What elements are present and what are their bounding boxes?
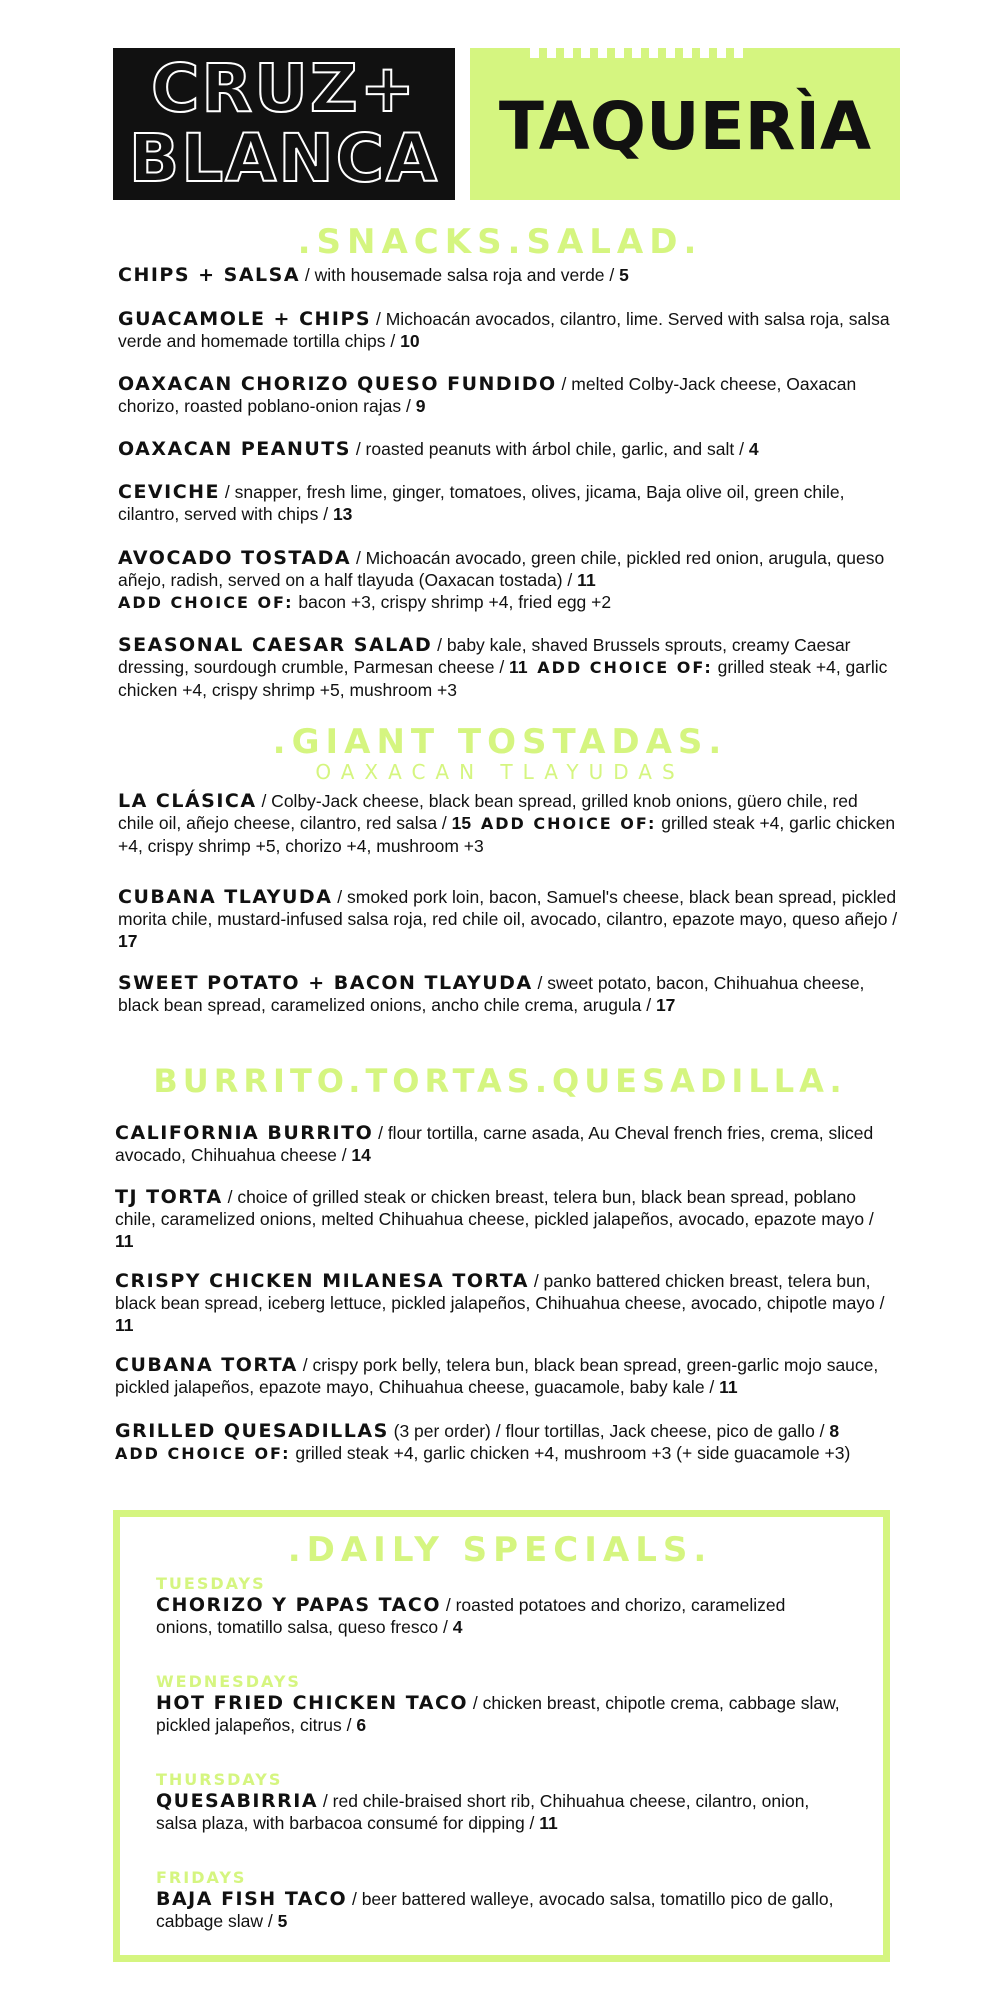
item-name: OAXACAN CHORIZO QUESO FUNDIDO — [118, 373, 557, 395]
item-price: 11 — [115, 1315, 134, 1335]
add-choice-text: grilled steak +4, garlic chicken +4, crispy shrimp +5, chorizo +4, mushroom +3 — [118, 813, 896, 856]
item-price: 9 — [415, 396, 426, 416]
special-day: FRIDAYS — [156, 1868, 247, 1887]
item-name: CHORIZO Y PAPAS TACO — [156, 1594, 441, 1616]
item-name: BAJA FISH TACO — [156, 1888, 348, 1910]
item-name: HOT FRIED CHICKEN TACO — [156, 1692, 469, 1714]
item-desc: / Michoacán avocados, cilantro, lime. Served with salsa roja, salsa verde and homemade tortilla chips / — [118, 309, 890, 351]
special-day: WEDNESDAYS — [156, 1672, 301, 1691]
item-desc: / panko battered chicken breast, telera bun, black bean spread, iceberg lettuce, pickled jalapeños, Chihuahua cheese, avocado, chipotle mayo / — [115, 1271, 885, 1313]
add-choice-label: ADD CHOICE OF: — [118, 593, 294, 612]
item-name: LA CLÁSICA — [118, 790, 257, 812]
section-subtitle-tlayudas: OAXACAN TLAYUDAS — [315, 760, 685, 784]
item-desc: / red chile-braised short rib, Chihuahua cheese, cilantro, onion, salsa plaza, with barbacoa consumé for dipping / — [156, 1791, 810, 1833]
item-desc: / choice of grilled steak or chicken breast, telera bun, black bean spread, poblano chile, caramelized onions, melted Chihuahua cheese, pickled jalapeños, avocado, epazote mayo / — [115, 1187, 874, 1229]
item-desc: / sweet potato, bacon, Chihuahua cheese, black bean spread, caramelized onions, ancho chile crema, arugula / — [118, 973, 865, 1015]
menu-item — [115, 1122, 895, 1166]
item-desc: / chicken breast, chipotle crema, cabbage slaw, pickled jalapeños, citrus / — [156, 1693, 840, 1735]
menu-item — [118, 438, 898, 460]
menu-item — [156, 1888, 846, 1932]
item-name: OAXACAN PEANUTS — [118, 438, 351, 460]
item-desc: / baby kale, shaved Brussels sprouts, creamy Caesar dressing, sourdough crumble, Parmesan cheese / — [118, 635, 851, 677]
item-desc: / Colby-Jack cheese, black bean spread, grilled knob onions, güero chile, red chile oil, añejo cheese, cilantro, red salsa / — [118, 791, 858, 833]
menu-item — [118, 547, 898, 614]
item-price: 17 — [118, 931, 138, 951]
item-desc: / beer battered walleye, avocado salsa, tomatillo pico de gallo, cabbage slaw / — [156, 1889, 834, 1931]
item-price: 13 — [332, 504, 353, 524]
add-choice-text: grilled steak +4, garlic chicken +4, mushroom +3 (+ side guacamole +3) — [290, 1443, 851, 1463]
add-choice-label: ADD CHOICE OF: — [480, 814, 657, 833]
banner-ticks — [530, 48, 743, 58]
item-price: 11 — [509, 657, 528, 677]
add-choice-text: grilled steak +4, garlic chicken +4, crispy shrimp +5, mushroom +3 — [118, 657, 888, 700]
item-price: 11 — [577, 570, 596, 590]
item-name: TJ TORTA — [115, 1186, 223, 1208]
item-price: 5 — [619, 265, 629, 285]
item-desc: / smoked pork loin, bacon, Samuel's cheese, black bean spread, pickled morita chile, mustard-infused salsa roja, red chile oil, avocado, cilantro, epazote mayo, queso añejo / — [118, 887, 898, 929]
item-name: CALIFORNIA BURRITO — [115, 1122, 374, 1144]
add-choice-text: bacon +3, crispy shrimp +4, fried egg +2 — [293, 592, 612, 612]
item-desc: / crispy pork belly, telera bun, black bean spread, green-garlic mojo sauce, pickled jalapeños, epazote mayo, Chihuahua cheese, guacamole, baby kale / — [115, 1355, 879, 1397]
item-price: 8 — [829, 1421, 840, 1441]
section-title-specials: .DAILY SPECIALS. — [287, 1530, 713, 1570]
item-desc: / Michoacán avocado, green chile, pickled red onion, arugula, queso añejo, radish, served on a half tlayuda (Oaxacan tostada) / — [118, 548, 885, 590]
menu-item — [115, 1270, 895, 1336]
item-desc: / flour tortilla, carne asada, Au Cheval french fries, crema, sliced avocado, Chihuahua cheese / — [115, 1123, 874, 1165]
item-desc: / snapper, fresh lime, ginger, tomatoes, olives, jicama, Baja olive oil, green chile, cilantro, served with chips / — [118, 482, 845, 524]
menu-item — [118, 790, 898, 857]
menu-item — [118, 972, 898, 1016]
section-title-burrito: BURRITO.TORTAS.QUESADILLA. — [153, 1062, 847, 1100]
item-desc: / melted Colby-Jack cheese, Oaxacan chorizo, roasted poblano-onion rajas / — [118, 374, 857, 416]
item-price: 14 — [351, 1145, 371, 1165]
menu-item — [118, 373, 898, 417]
item-name: CUBANA TORTA — [115, 1354, 298, 1376]
item-name: SEASONAL CAESAR SALAD — [118, 634, 433, 656]
item-price: 10 — [400, 331, 420, 351]
section-title-tostadas: .GIANT TOSTADAS. — [272, 722, 728, 762]
logo — [113, 48, 455, 200]
menu-item — [118, 886, 898, 952]
item-price: 4 — [748, 439, 759, 459]
item-price: 15 — [451, 813, 472, 833]
menu-item — [115, 1186, 895, 1252]
menu-item — [115, 1354, 895, 1398]
item-price: 11 — [539, 1813, 558, 1833]
item-name: SWEET POTATO + BACON TLAYUDA — [118, 972, 533, 994]
item-name: CUBANA TLAYUDA — [118, 886, 333, 908]
item-price: 5 — [277, 1911, 288, 1931]
item-name: GUACAMOLE + CHIPS — [118, 308, 372, 330]
add-choice-label: ADD CHOICE OF: — [537, 658, 713, 677]
add-choice-label: ADD CHOICE OF: — [115, 1444, 291, 1463]
item-name: GRILLED QUESADILLAS — [115, 1420, 389, 1442]
menu-item — [156, 1594, 846, 1638]
item-name: QUESABIRRIA — [156, 1790, 319, 1812]
logo-line-1: CRUZ+ — [150, 50, 417, 127]
menu-item — [118, 264, 898, 286]
item-desc: / roasted peanuts with árbol chile, garlic, and salt / — [350, 439, 749, 459]
menu-item — [118, 634, 898, 701]
logo-line-2: BLANCA — [128, 120, 440, 197]
item-price: 11 — [719, 1377, 738, 1397]
menu-item — [156, 1692, 846, 1736]
item-price: 4 — [452, 1617, 463, 1637]
item-name: CRISPY CHICKEN MILANESA TORTA — [115, 1270, 529, 1292]
special-day: THURSDAYS — [156, 1770, 283, 1789]
item-price: 17 — [655, 995, 676, 1015]
item-name: AVOCADO TOSTADA — [118, 547, 352, 569]
menu-item — [118, 481, 898, 525]
taqueria-banner — [470, 48, 900, 200]
item-name: CEVICHE — [118, 481, 221, 503]
item-desc: (3 per order) / flour tortillas, Jack cheese, pico de gallo / — [388, 1421, 830, 1441]
item-price: 6 — [356, 1715, 367, 1735]
menu-item — [115, 1420, 905, 1465]
item-desc: / with housemade salsa roja and verde / — [300, 265, 620, 285]
menu-item — [118, 308, 898, 352]
item-name: CHIPS + SALSA — [118, 264, 301, 286]
item-price: 11 — [115, 1231, 134, 1251]
section-title-snacks: .SNACKS.SALAD. — [297, 222, 703, 262]
special-day: TUESDAYS — [156, 1574, 266, 1593]
taqueria-title: TAQUERÌA — [498, 88, 872, 165]
item-desc: / roasted potatoes and chorizo, caramelized onions, tomatillo salsa, queso fresco / — [156, 1595, 786, 1637]
menu-item — [156, 1790, 846, 1834]
